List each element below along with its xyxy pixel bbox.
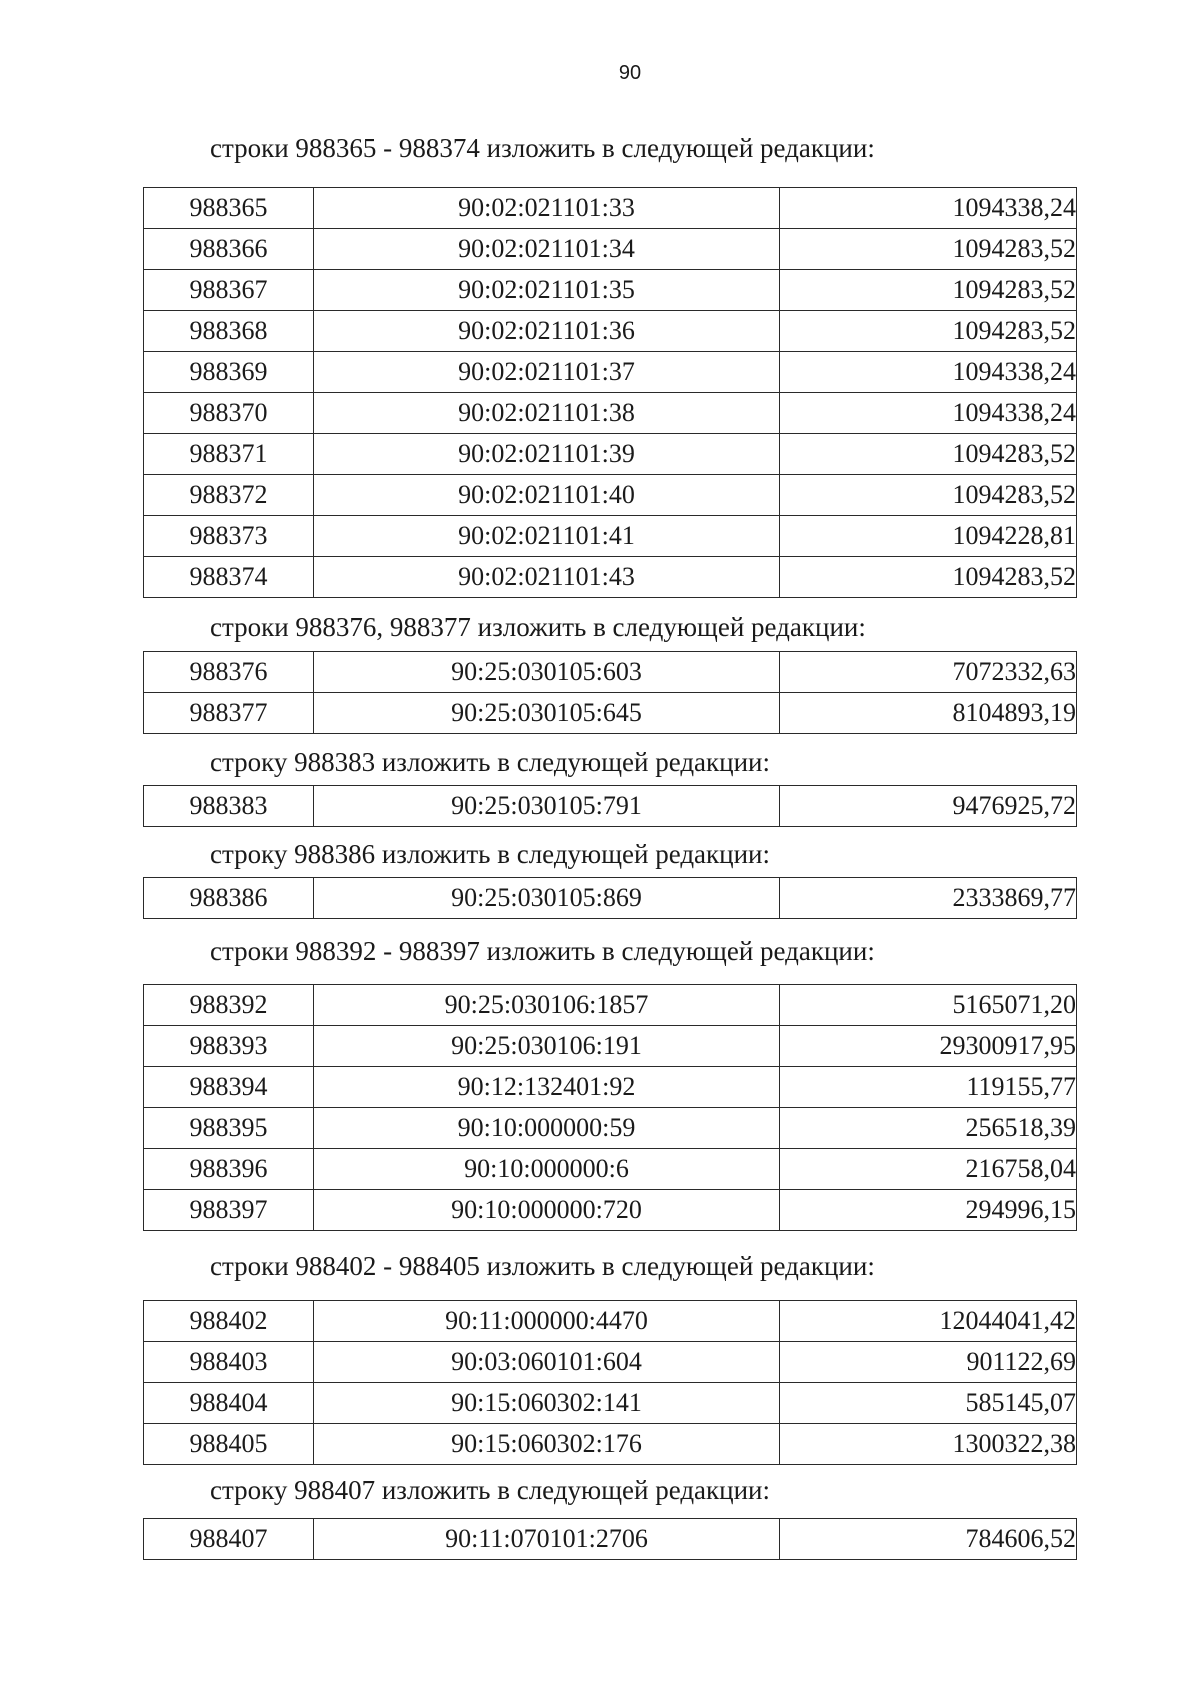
cadastral-number-cell: 90:15:060302:176	[314, 1424, 780, 1465]
table-row	[144, 1342, 1077, 1383]
value-cell: 1300322,38	[780, 1424, 1077, 1465]
table-row	[144, 393, 1077, 434]
row-number-cell: 988368	[144, 311, 314, 352]
cadastral-number-cell: 90:10:000000:720	[314, 1190, 780, 1231]
row-number-cell: 988397	[144, 1190, 314, 1231]
table-row	[144, 786, 1077, 827]
row-number-cell: 988402	[144, 1301, 314, 1342]
row-number-cell: 988369	[144, 352, 314, 393]
amendment-table	[143, 877, 1077, 919]
table-row	[144, 1067, 1077, 1108]
table-row	[144, 1149, 1077, 1190]
value-cell: 1094283,52	[780, 557, 1077, 598]
cadastral-number-cell: 90:02:021101:38	[314, 393, 780, 434]
value-cell: 1094283,52	[780, 229, 1077, 270]
cadastral-number-cell: 90:02:021101:33	[314, 188, 780, 229]
cadastral-number-cell: 90:02:021101:41	[314, 516, 780, 557]
value-cell: 256518,39	[780, 1108, 1077, 1149]
value-cell: 5165071,20	[780, 985, 1077, 1026]
table-row	[144, 557, 1077, 598]
cadastral-number-cell: 90:10:000000:6	[314, 1149, 780, 1190]
row-number-cell: 988405	[144, 1424, 314, 1465]
value-cell: 784606,52	[780, 1519, 1077, 1560]
table-row	[144, 652, 1077, 693]
cadastral-number-cell: 90:02:021101:34	[314, 229, 780, 270]
value-cell: 12044041,42	[780, 1301, 1077, 1342]
cadastral-number-cell: 90:03:060101:604	[314, 1342, 780, 1383]
value-cell: 1094228,81	[780, 516, 1077, 557]
row-number-cell: 988407	[144, 1519, 314, 1560]
value-cell: 29300917,95	[780, 1026, 1077, 1067]
value-cell: 9476925,72	[780, 786, 1077, 827]
cadastral-number-cell: 90:15:060302:141	[314, 1383, 780, 1424]
row-number-cell: 988396	[144, 1149, 314, 1190]
table-row	[144, 311, 1077, 352]
value-cell: 294996,15	[780, 1190, 1077, 1231]
section-heading: строки 988392 - 988397 изложить в следующей редакции:	[210, 936, 875, 966]
row-number-cell: 988395	[144, 1108, 314, 1149]
row-number-cell: 988403	[144, 1342, 314, 1383]
table-row	[144, 878, 1077, 919]
value-cell: 1094338,24	[780, 393, 1077, 434]
cadastral-number-cell: 90:11:000000:4470	[314, 1301, 780, 1342]
row-number-cell: 988377	[144, 693, 314, 734]
table-row	[144, 693, 1077, 734]
cadastral-number-cell: 90:02:021101:36	[314, 311, 780, 352]
cadastral-number-cell: 90:11:070101:2706	[314, 1519, 780, 1560]
cadastral-number-cell: 90:25:030105:791	[314, 786, 780, 827]
value-cell: 901122,69	[780, 1342, 1077, 1383]
cadastral-number-cell: 90:02:021101:39	[314, 434, 780, 475]
amendment-table	[143, 651, 1077, 734]
page-number: 90	[618, 62, 642, 84]
amendment-table	[143, 187, 1077, 598]
value-cell: 1094283,52	[780, 311, 1077, 352]
row-number-cell: 988392	[144, 985, 314, 1026]
table-row	[144, 188, 1077, 229]
table-row	[144, 1519, 1077, 1560]
value-cell: 1094283,52	[780, 270, 1077, 311]
table-row	[144, 1108, 1077, 1149]
row-number-cell: 988374	[144, 557, 314, 598]
value-cell: 585145,07	[780, 1383, 1077, 1424]
table-row	[144, 1383, 1077, 1424]
table-row	[144, 475, 1077, 516]
table-row	[144, 434, 1077, 475]
value-cell: 2333869,77	[780, 878, 1077, 919]
row-number-cell: 988386	[144, 878, 314, 919]
section-heading: строки 988402 - 988405 изложить в следующей редакции:	[210, 1251, 875, 1281]
row-number-cell: 988366	[144, 229, 314, 270]
section-heading: строку 988383 изложить в следующей редакции:	[210, 747, 771, 777]
section-heading: строку 988407 изложить в следующей редакции:	[210, 1475, 771, 1505]
row-number-cell: 988376	[144, 652, 314, 693]
row-number-cell: 988365	[144, 188, 314, 229]
row-number-cell: 988394	[144, 1067, 314, 1108]
cadastral-number-cell: 90:02:021101:43	[314, 557, 780, 598]
value-cell: 8104893,19	[780, 693, 1077, 734]
value-cell: 1094338,24	[780, 352, 1077, 393]
section-heading: строки 988365 - 988374 изложить в следующей редакции:	[210, 133, 875, 163]
section-heading: строки 988376, 988377 изложить в следующей редакции:	[210, 612, 866, 642]
table-row	[144, 229, 1077, 270]
row-number-cell: 988393	[144, 1026, 314, 1067]
table-row	[144, 1301, 1077, 1342]
cadastral-number-cell: 90:02:021101:35	[314, 270, 780, 311]
row-number-cell: 988404	[144, 1383, 314, 1424]
cadastral-number-cell: 90:25:030105:869	[314, 878, 780, 919]
cadastral-number-cell: 90:25:030106:1857	[314, 985, 780, 1026]
value-cell: 1094283,52	[780, 475, 1077, 516]
cadastral-number-cell: 90:02:021101:40	[314, 475, 780, 516]
cadastral-number-cell: 90:02:021101:37	[314, 352, 780, 393]
amendment-table	[143, 785, 1077, 827]
table-row	[144, 1026, 1077, 1067]
table-row	[144, 985, 1077, 1026]
value-cell: 216758,04	[780, 1149, 1077, 1190]
value-cell: 119155,77	[780, 1067, 1077, 1108]
amendment-table	[143, 1518, 1077, 1560]
cadastral-number-cell: 90:25:030106:191	[314, 1026, 780, 1067]
section-heading: строку 988386 изложить в следующей редакции:	[210, 839, 771, 869]
row-number-cell: 988373	[144, 516, 314, 557]
row-number-cell: 988371	[144, 434, 314, 475]
cadastral-number-cell: 90:25:030105:603	[314, 652, 780, 693]
row-number-cell: 988367	[144, 270, 314, 311]
amendment-table	[143, 1300, 1077, 1465]
row-number-cell: 988372	[144, 475, 314, 516]
table-row	[144, 516, 1077, 557]
row-number-cell: 988383	[144, 786, 314, 827]
row-number-cell: 988370	[144, 393, 314, 434]
table-row	[144, 352, 1077, 393]
value-cell: 7072332,63	[780, 652, 1077, 693]
amendment-table	[143, 984, 1077, 1231]
value-cell: 1094283,52	[780, 434, 1077, 475]
table-row	[144, 270, 1077, 311]
table-row	[144, 1424, 1077, 1465]
cadastral-number-cell: 90:12:132401:92	[314, 1067, 780, 1108]
value-cell: 1094338,24	[780, 188, 1077, 229]
cadastral-number-cell: 90:25:030105:645	[314, 693, 780, 734]
table-row	[144, 1190, 1077, 1231]
cadastral-number-cell: 90:10:000000:59	[314, 1108, 780, 1149]
